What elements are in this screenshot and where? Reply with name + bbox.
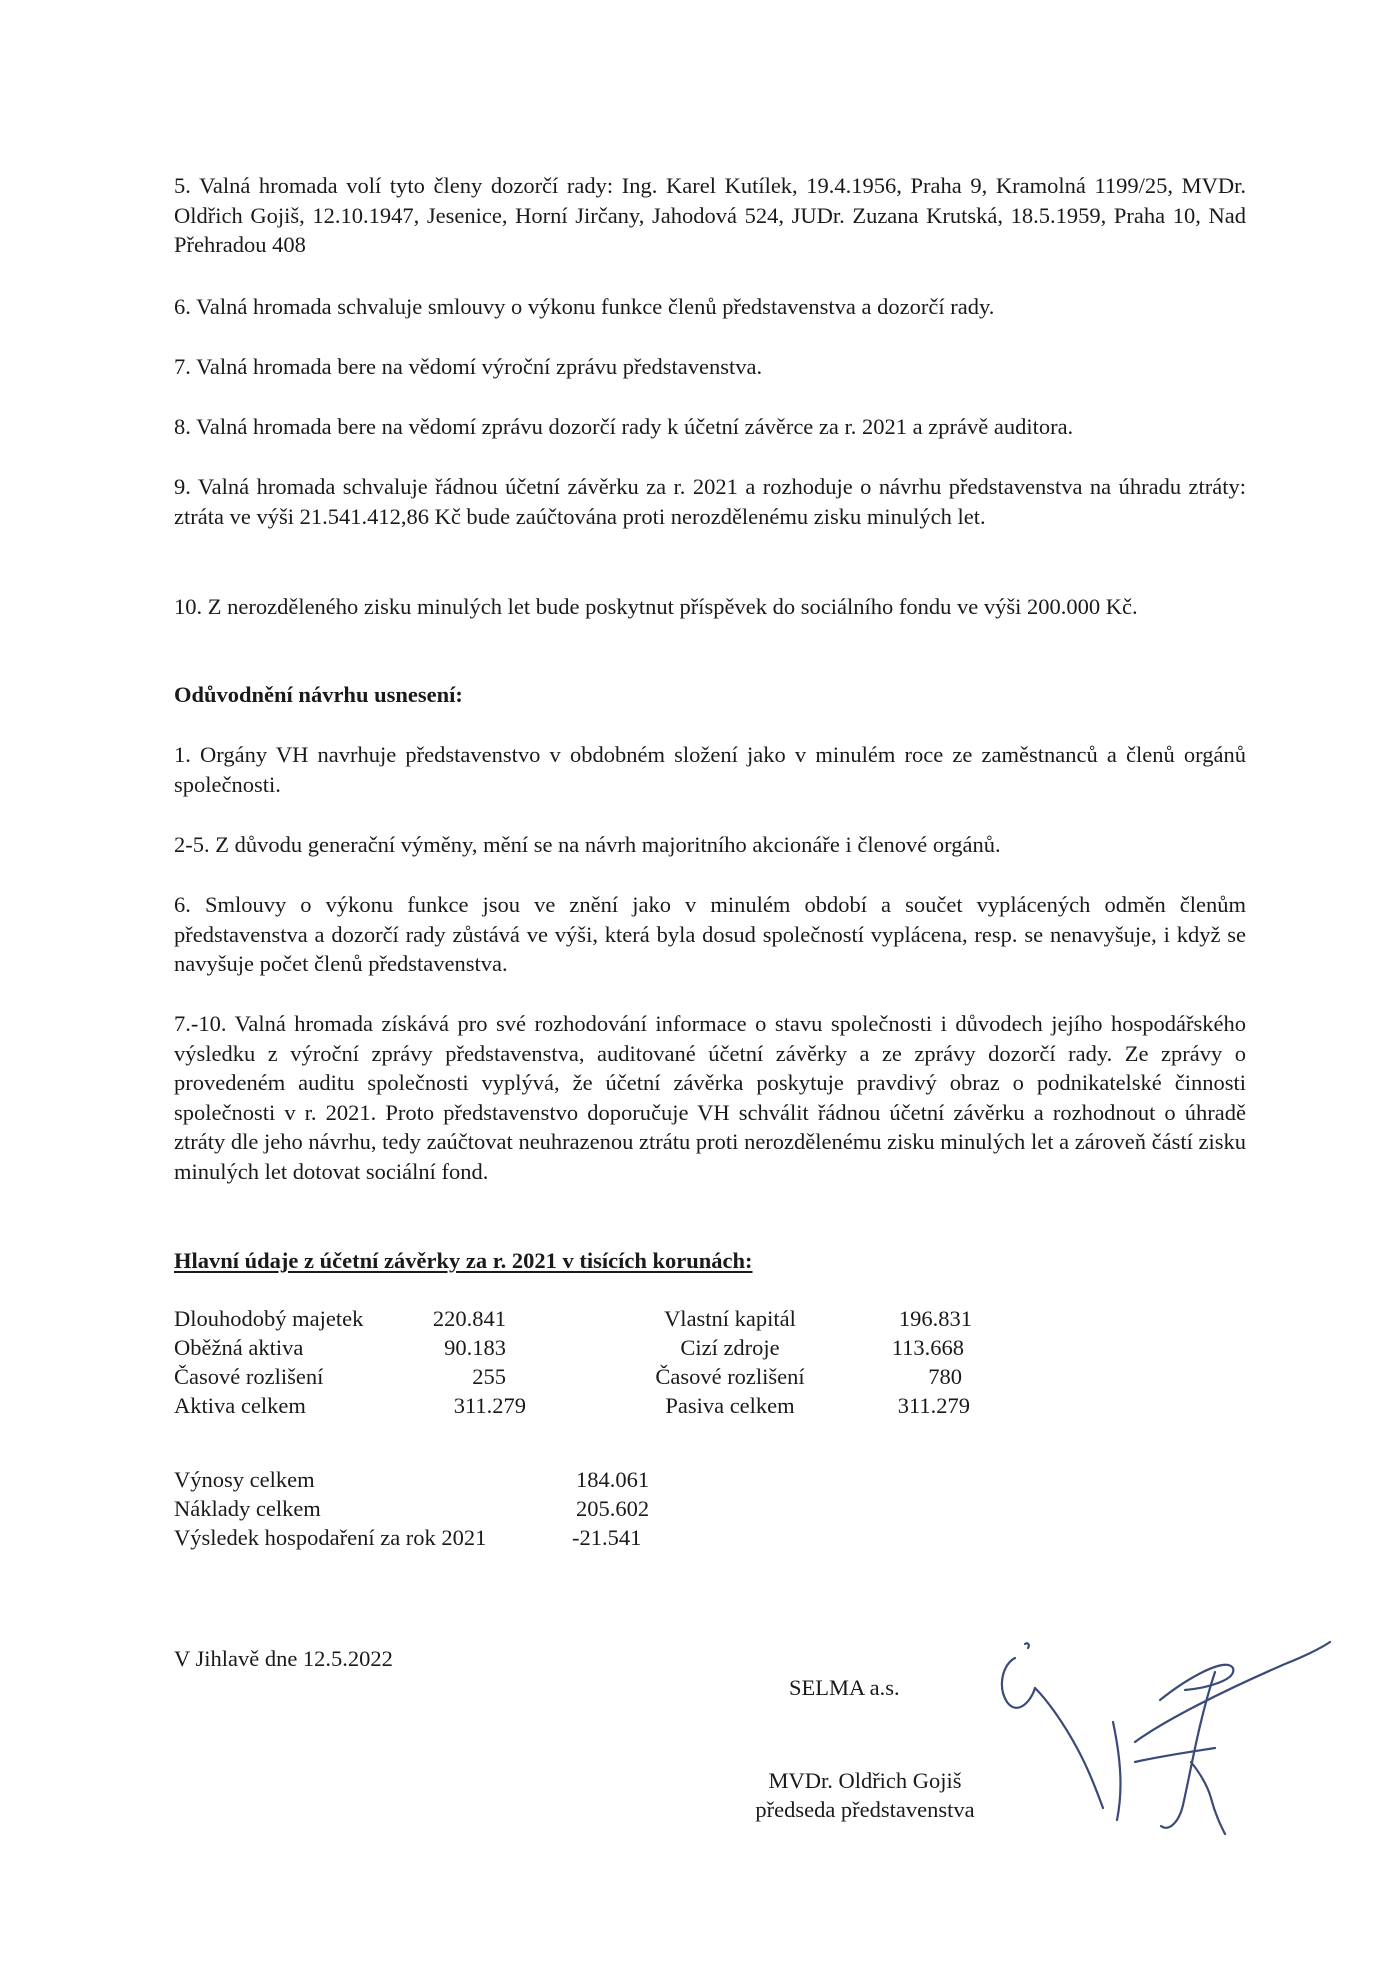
signer-name: MVDr. Oldřich Gojiš: [768, 1768, 962, 1793]
resolution-item-5: 5. Valná hromada volí tyto členy dozorčí rady: Ing. Karel Kutílek, 19.4.1956, Praha 9, Kramolná 1199/25, MVDr. Oldřich Gojiš, 12.10.1947, Jesenice, Horní Jirčany, Jahodová 524, JUDr. Zuzana Krutská, 18.5.1959, Praha 10, Nad Přehradou 408: [174, 173, 1246, 257]
justification-item-6: 6. Smlouvy o výkonu funkce jsou ve znění jako v minulém období a součet vyplácených odměn členům představenstva a dozorčí rady zůstává ve výši, která byla dosud společností vyplácena, resp. se nenavyšuje, i když se navyšuje počet členů představenstva.: [174, 892, 1246, 976]
liability-label: Pasiva celkem: [665, 1393, 795, 1418]
asset-label: Oběžná aktiva: [174, 1335, 304, 1360]
resolution-item-7: 7. Valná hromada bere na vědomí výroční zprávu představenstva.: [174, 354, 763, 379]
justification-item-7-10: 7.-10. Valná hromada získává pro své rozhodování informace o stavu společnosti i důvodech jejího hospodářského výsledku z výroční zprávy představenstva, auditované účetní závěrky a ze zprávy dozorčí rady. Ze zprávy o provedeném auditu společnosti vyplývá, že účetní závěrka poskytuje pravdivý obraz o podnikatelské činnosti společnosti v r. 2021. Proto představenstvo doporučuje VH schválit řádnou účetní závěrku a rozhodnout o úhradě ztráty dle jeho návrhu, tedy zaúčtovat neuhrazenou ztrátu proti nerozdělenému zisku minulých let a zároveň částí zisku minulých let dotovat sociální fond.: [174, 1011, 1246, 1184]
result-label: Výnosy celkem: [174, 1467, 315, 1492]
asset-value: 255: [472, 1364, 506, 1389]
liability-label: Časové rozlišení: [655, 1364, 805, 1389]
resolution-item-10: 10. Z nerozděleného zisku minulých let bude poskytnut příspěvek do sociálního fondu ve výši 200.000 Kč.: [174, 594, 1138, 619]
asset-label: Dlouhodobý majetek: [174, 1306, 364, 1331]
liability-label: Vlastní kapitál: [664, 1306, 796, 1331]
liability-value: 113.668: [891, 1335, 964, 1360]
resolution-item-8: 8. Valná hromada bere na vědomí zprávu dozorčí rady k účetní závěrce za r. 2021 a zprávě auditora.: [174, 414, 1074, 439]
liability-value: 780: [928, 1364, 962, 1389]
place-and-date: V Jihlavě dne 12.5.2022: [174, 1646, 393, 1671]
result-label: Náklady celkem: [174, 1496, 321, 1521]
asset-value: 220.841: [432, 1306, 506, 1331]
asset-value: 311.279: [453, 1393, 526, 1418]
asset-label: Časové rozlišení: [174, 1364, 324, 1389]
financials-heading: Hlavní údaje z účetní závěrky za r. 2021 v tisících korunách:: [174, 1248, 753, 1273]
signer-block: [735, 1766, 995, 1824]
resolution-item-9: 9. Valná hromada schvaluje řádnou účetní závěrku za r. 2021 a rozhoduje o návrhu představenstva na úhradu ztráty: ztráta ve výši 21.541.412,86 Kč bude zaúčtována proti nerozdělenému zisku minulých let.: [174, 474, 1246, 529]
company-name: SELMA a.s.: [789, 1675, 900, 1700]
result-value: 184.061: [576, 1467, 650, 1492]
justification-item-1: 1. Orgány VH navrhuje představenstvo v obdobném složení jako v minulém roce ze zaměstnanců a členů orgánů společnosti.: [174, 742, 1246, 797]
signer-title: předseda představenstva: [755, 1797, 975, 1822]
result-value: -21.541: [572, 1525, 642, 1550]
liability-value: 196.831: [898, 1306, 972, 1331]
handwritten-signature: [985, 1630, 1335, 1880]
liability-value: 311.279: [897, 1393, 970, 1418]
result-label: Výsledek hospodaření za rok 2021: [174, 1525, 487, 1550]
asset-value: 90.183: [444, 1335, 506, 1360]
justification-item-2-5: 2-5. Z důvodu generační výměny, mění se na návrh majoritního akcionáře i členové orgánů.: [174, 832, 1001, 857]
liability-label: Cizí zdroje: [680, 1335, 780, 1360]
resolution-item-6: 6. Valná hromada schvaluje smlouvy o výkonu funkce členů představenstva a dozorčí rady.: [174, 294, 995, 319]
justification-heading: Odůvodnění návrhu usnesení:: [174, 682, 463, 707]
result-value: 205.602: [576, 1496, 650, 1521]
asset-label: Aktiva celkem: [174, 1393, 306, 1418]
